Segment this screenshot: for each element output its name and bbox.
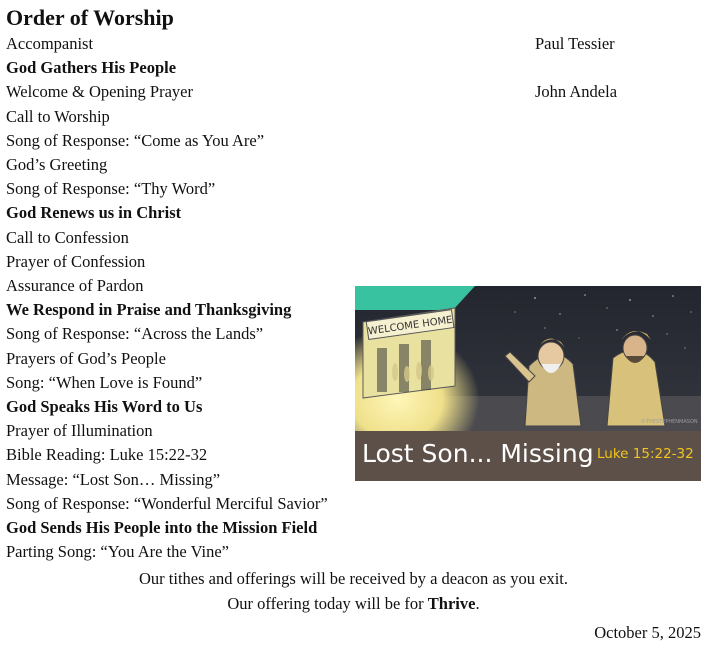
service-item: Bible Reading: Luke 15:22-32 [6,445,208,464]
service-item: Song: “When Love is Found” [6,373,203,392]
sermon-title: Lost Son... Missing [362,439,594,468]
offering-note: Our tithes and offerings will be received by a deacon as you exit. [138,569,569,588]
participant-name: Paul Tessier [535,34,615,53]
service-item: Prayers of God’s People [6,349,166,368]
offering-recipient: Thrive [427,594,476,613]
offering-prefix: Our offering today will be for [227,594,428,613]
offering-suffix: . [475,594,480,613]
service-item: Song of Response: “Thy Word” [6,179,216,198]
participant-name: John Andela [535,82,618,101]
section-heading: We Respond in Praise and Thanksgiving [6,300,292,319]
service-item: Song of Response: “Come as You Are” [6,131,265,150]
service-item: Welcome & Opening Prayer [6,82,193,101]
page-title: Order of Worship [6,5,174,30]
section-heading: God Gathers His People [6,58,177,77]
sermon-graphic [355,286,701,481]
service-item: Song of Response: “Wonderful Merciful Savior” [6,494,328,513]
service-item: Accompanist [6,34,94,53]
service-item: Assurance of Pardon [6,276,144,295]
service-item: God’s Greeting [6,155,108,174]
section-heading: God Renews us in Christ [6,203,182,222]
service-item: Song of Response: “Across the Lands” [6,324,264,343]
welcome-home-sign: WELCOME HOME [367,314,454,338]
section-heading: God Sends His People into the Mission Field [6,518,318,537]
service-item: Parting Song: “You Are the Vine” [6,542,229,561]
offering-designation [0,594,707,614]
artist-watermark: ©THESTEPHENMASON [641,419,698,425]
service-item: Prayer of Illumination [6,421,153,440]
sermon-scripture-reference: Luke 15:22-32 [597,446,694,462]
service-item: Call to Worship [6,107,110,126]
section-heading: God Speaks His Word to Us [6,397,203,416]
service-date: October 5, 2025 [594,623,701,642]
service-item: Prayer of Confession [6,252,146,271]
service-item: Call to Confession [6,228,129,247]
service-item: Message: “Lost Son… Missing” [6,470,221,489]
